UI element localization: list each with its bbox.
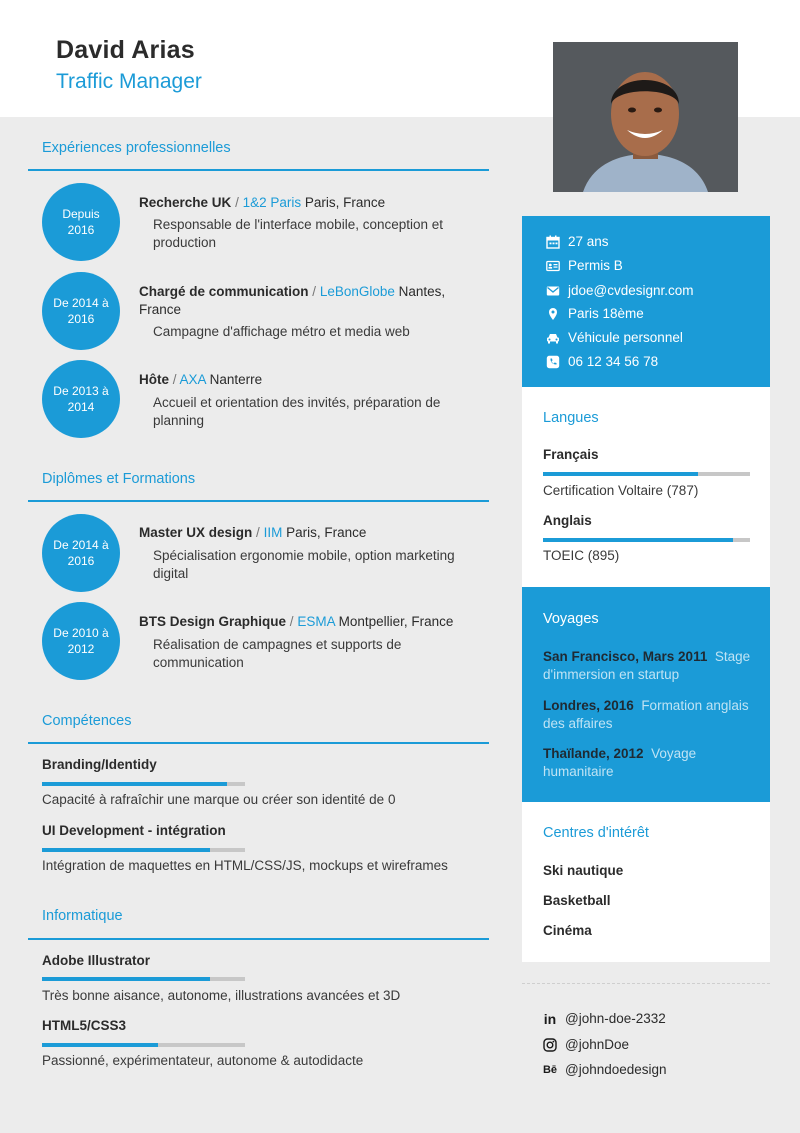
education-description: Spécialisation ergonomie mobile, option marketing digital xyxy=(153,548,455,581)
software-name: Adobe Illustrator xyxy=(42,953,151,968)
profile-photo xyxy=(553,42,738,192)
info-vehicle xyxy=(546,330,683,345)
skill-name: Branding/Identidy xyxy=(42,757,157,772)
degree-title: Master UX design xyxy=(139,525,253,540)
skill-description: Capacité à rafraîchir une marque ou créer son identité de 0 xyxy=(42,792,396,807)
degree-title: BTS Design Graphique xyxy=(139,614,287,629)
interest-item: Basketball xyxy=(543,893,611,908)
social-behance[interactable] xyxy=(543,1062,667,1077)
location: Montpellier, France xyxy=(338,614,454,629)
role-title: Hôte xyxy=(139,372,169,387)
social-divider xyxy=(522,983,770,984)
travel-purpose: Voyage humanitaire xyxy=(543,746,697,779)
skill-level-fill xyxy=(42,848,210,852)
job-title: Traffic Manager xyxy=(56,70,202,93)
education-item-heading xyxy=(139,524,479,542)
section-divider xyxy=(28,742,489,744)
separator: / xyxy=(172,372,177,387)
separator: / xyxy=(312,284,317,299)
skill-name: UI Development - intégration xyxy=(42,823,226,838)
phone-number[interactable]: 06 12 34 56 78 xyxy=(568,354,659,369)
section-divider xyxy=(28,500,489,502)
linkedin-icon: in xyxy=(543,1010,557,1027)
separator: / xyxy=(235,195,239,210)
language-name: Anglais xyxy=(543,513,592,528)
interest-item: Ski nautique xyxy=(543,863,624,878)
education-description: Réalisation de campagnes et supports de communication xyxy=(153,637,402,670)
education-item-heading xyxy=(139,613,479,631)
travel-item xyxy=(543,648,758,684)
info-location xyxy=(546,306,644,321)
location-text: Paris 18ème xyxy=(568,306,644,321)
separator: / xyxy=(256,525,260,540)
role-title: Recherche UK xyxy=(139,195,232,210)
interest-item: Cinéma xyxy=(543,923,592,938)
location: Nantes, France xyxy=(139,284,446,317)
behance-icon: Bē xyxy=(542,1063,558,1076)
experience-item-heading xyxy=(139,371,479,389)
calendar-icon xyxy=(546,235,560,249)
phone-icon xyxy=(546,355,560,369)
software-name: HTML5/CSS3 xyxy=(42,1018,127,1033)
software-level-fill xyxy=(42,1043,158,1047)
experience-item-heading xyxy=(139,194,479,212)
travel-item xyxy=(543,697,758,733)
skill-level-bar xyxy=(42,782,245,786)
section-title-languages: Langues xyxy=(543,410,599,426)
info-email[interactable] xyxy=(546,283,694,298)
organization-link[interactable]: AXA xyxy=(179,372,206,387)
section-title-skills: Compétences xyxy=(42,713,132,729)
section-divider xyxy=(28,938,489,940)
date-badge: Depuis 2016 xyxy=(42,183,120,261)
info-license xyxy=(546,258,623,273)
separator: / xyxy=(289,614,294,629)
language-level-bar xyxy=(543,538,750,542)
date-badge: De 2013 à 2014 xyxy=(42,360,120,438)
age-text: 27 ans xyxy=(568,234,609,249)
location: Nanterre xyxy=(209,372,263,387)
date-badge: De 2010 à 2012 xyxy=(42,602,120,680)
travel-place: San Francisco, Mars 2011 xyxy=(543,649,708,664)
software-level-fill xyxy=(42,977,210,981)
section-title-travel: Voyages xyxy=(543,611,599,627)
section-title-experience: Expériences professionnelles xyxy=(42,140,231,156)
role-title: Chargé de communication xyxy=(139,284,309,299)
experience-description: Campagne d'affichage métro et media web xyxy=(153,324,410,339)
organization-link[interactable]: 1&2 Paris xyxy=(242,195,302,210)
language-level-fill xyxy=(543,472,698,476)
behance-handle[interactable]: @johndoedesign xyxy=(565,1062,667,1077)
email-link[interactable]: jdoe@cvdesignr.com xyxy=(568,283,694,298)
language-name: Français xyxy=(543,447,599,462)
travel-purpose: Formation anglais des affaires xyxy=(543,698,749,731)
experience-description: Responsable de l'interface mobile, conception et production xyxy=(153,217,444,250)
info-phone[interactable] xyxy=(546,354,658,369)
school-link[interactable]: ESMA xyxy=(297,614,335,629)
software-level-bar xyxy=(42,977,245,981)
school-link[interactable]: IIM xyxy=(263,525,283,540)
id-card-icon xyxy=(546,259,560,273)
skill-level-bar xyxy=(42,848,245,852)
organization-link[interactable]: LeBonGlobe xyxy=(319,284,395,299)
skill-level-fill xyxy=(42,782,227,786)
software-description: Passionné, expérimentateur, autonome & autodidacte xyxy=(42,1053,364,1068)
date-badge: De 2014 à 2016 xyxy=(42,514,120,592)
section-title-education: Diplômes et Formations xyxy=(42,471,196,487)
section-title-software: Informatique xyxy=(42,908,123,924)
travel-item xyxy=(543,745,758,781)
travel-place: Londres, 2016 xyxy=(543,698,634,713)
vehicle-text: Véhicule personnel xyxy=(568,330,683,345)
instagram-handle[interactable]: @johnDoe xyxy=(565,1037,629,1052)
location: Paris, France xyxy=(286,525,367,540)
license-text: Permis B xyxy=(568,258,623,273)
language-certification: Certification Voltaire (787) xyxy=(543,483,699,498)
date-badge: De 2014 à 2016 xyxy=(42,272,120,350)
language-level-bar xyxy=(543,472,750,476)
candidate-name: David Arias xyxy=(56,36,195,64)
section-title-interests: Centres d'intérêt xyxy=(543,825,649,841)
envelope-icon xyxy=(546,284,560,298)
car-icon xyxy=(546,331,560,345)
section-divider xyxy=(28,169,489,171)
info-age xyxy=(546,234,609,249)
language-level-fill xyxy=(543,538,733,542)
travel-purpose: Stage d'immersion en startup xyxy=(543,649,751,682)
social-linkedin[interactable] xyxy=(543,1011,666,1026)
travel-place: Thaïlande, 2012 xyxy=(543,746,644,761)
social-instagram[interactable] xyxy=(543,1037,629,1052)
map-pin-icon xyxy=(546,307,560,321)
instagram-icon xyxy=(543,1038,557,1052)
linkedin-handle[interactable]: @john-doe-2332 xyxy=(565,1011,666,1026)
software-description: Très bonne aisance, autonome, illustrations avancées et 3D xyxy=(42,988,401,1003)
experience-description: Accueil et orientation des invités, préparation de planning xyxy=(153,395,441,428)
language-certification: TOEIC (895) xyxy=(543,548,620,563)
skill-description: Intégration de maquettes en HTML/CSS/JS, mockups et wireframes xyxy=(42,858,448,873)
experience-item-heading xyxy=(139,283,479,319)
software-level-bar xyxy=(42,1043,245,1047)
location: Paris, France xyxy=(304,195,386,210)
